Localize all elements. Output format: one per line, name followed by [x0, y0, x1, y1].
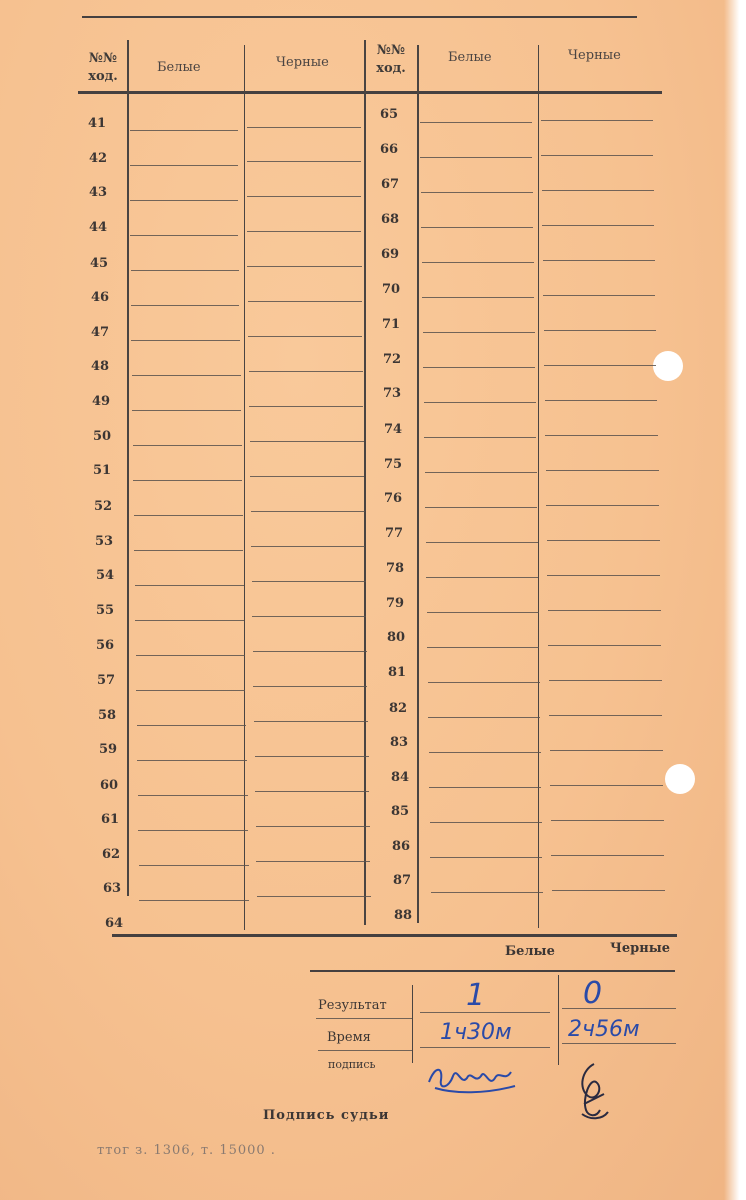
- move-number: 84: [391, 770, 410, 785]
- black-player-signature-icon: [574, 1058, 614, 1124]
- row-line: [543, 295, 655, 296]
- row-line: [548, 610, 661, 611]
- row-line: [135, 620, 244, 621]
- right-num-header: [366, 42, 416, 78]
- row-line: [257, 896, 371, 897]
- row-line: [428, 682, 540, 683]
- move-number: 70: [382, 282, 401, 297]
- row-line: [552, 890, 665, 891]
- row-line: [420, 122, 532, 123]
- row-line: [430, 822, 542, 823]
- row-line: [254, 721, 368, 722]
- col-divider-right-num: [417, 45, 419, 923]
- white-player-signature-icon: [425, 1058, 520, 1100]
- row-line: [256, 861, 370, 862]
- row-line: [545, 435, 658, 436]
- black-result-value: 0: [583, 976, 603, 1011]
- row-line: [250, 441, 364, 442]
- row-line: [425, 507, 537, 508]
- move-number: 51: [93, 463, 112, 478]
- row-line: [551, 855, 664, 856]
- row-line: [130, 200, 238, 201]
- move-number: 46: [91, 290, 110, 305]
- row-line: [253, 686, 367, 687]
- right-white-header: Белые: [448, 50, 492, 65]
- row-line: [252, 616, 366, 617]
- row-line: [249, 371, 363, 372]
- row-line: [542, 225, 654, 226]
- row-line: [424, 402, 536, 403]
- move-number: 81: [388, 665, 407, 680]
- row-line: [316, 1018, 412, 1019]
- move-number: 45: [90, 256, 109, 271]
- row-line: [251, 546, 365, 547]
- move-number: 48: [91, 359, 110, 374]
- move-number: 63: [103, 881, 122, 896]
- move-number: 58: [98, 708, 117, 723]
- move-number: 69: [381, 247, 400, 262]
- row-line: [542, 190, 654, 191]
- row-line: [138, 795, 248, 796]
- row-line: [562, 1043, 676, 1044]
- row-line: [429, 752, 541, 753]
- row-line: [423, 332, 535, 333]
- row-line: [318, 1050, 412, 1051]
- num-header-line1: №№: [376, 43, 406, 58]
- table-header-rule: [78, 91, 662, 94]
- move-number: 59: [99, 742, 118, 757]
- row-line: [249, 406, 363, 407]
- row-line: [548, 645, 661, 646]
- row-line: [421, 192, 533, 193]
- move-number: 57: [97, 673, 116, 688]
- row-line: [547, 575, 660, 576]
- row-line: [422, 262, 534, 263]
- row-line: [544, 365, 656, 366]
- row-line: [545, 400, 657, 401]
- row-line: [247, 266, 362, 267]
- row-line: [248, 336, 362, 337]
- move-number: 49: [92, 394, 111, 409]
- referee-signature-label: Подпись судьи: [263, 1108, 390, 1123]
- summary-black-header: Черные: [610, 941, 671, 956]
- move-number: 77: [385, 526, 404, 541]
- move-number: 53: [95, 534, 114, 549]
- table-top-rule: [82, 16, 637, 18]
- row-line: [541, 120, 653, 121]
- left-black-header: Черные: [276, 55, 329, 70]
- move-number: 74: [384, 422, 403, 437]
- move-number: 76: [384, 491, 403, 506]
- summary-top-rule: [310, 970, 675, 972]
- row-line: [131, 305, 239, 306]
- move-number: 87: [393, 873, 412, 888]
- move-number: 43: [89, 185, 108, 200]
- summary-divider-label: [412, 985, 413, 1063]
- move-number: 68: [381, 212, 400, 227]
- move-number: 62: [102, 847, 121, 862]
- row-line: [136, 655, 245, 656]
- num-header-line2: ход.: [376, 61, 406, 76]
- row-line: [429, 787, 541, 788]
- row-line: [543, 260, 655, 261]
- table-bottom-rule: [112, 934, 677, 937]
- move-number: 78: [386, 561, 405, 576]
- row-line: [247, 161, 361, 162]
- move-number: 44: [89, 220, 108, 235]
- row-line: [549, 680, 662, 681]
- row-line: [251, 511, 365, 512]
- row-line: [544, 330, 656, 331]
- row-line: [421, 227, 533, 228]
- row-line: [427, 647, 539, 648]
- summary-white-header: Белые: [505, 944, 555, 959]
- row-line: [247, 127, 361, 128]
- row-line: [255, 756, 369, 757]
- move-number: 41: [88, 116, 107, 131]
- row-line: [130, 165, 238, 166]
- row-line: [547, 540, 660, 541]
- row-line: [541, 155, 653, 156]
- row-line: [427, 612, 539, 613]
- row-line: [428, 717, 540, 718]
- move-number: 88: [394, 908, 413, 923]
- row-line: [133, 480, 242, 481]
- row-line: [139, 900, 249, 901]
- row-line: [420, 1047, 550, 1048]
- row-line: [136, 690, 245, 691]
- row-line: [420, 157, 532, 158]
- move-number: 47: [91, 325, 110, 340]
- row-line: [250, 476, 364, 477]
- col-divider-left-num: [127, 40, 129, 896]
- row-line: [430, 857, 542, 858]
- row-line: [134, 550, 243, 551]
- move-number: 55: [96, 603, 115, 618]
- row-line: [133, 445, 242, 446]
- move-number: 65: [380, 107, 399, 122]
- result-label: Результат: [318, 998, 387, 1013]
- row-line: [550, 750, 663, 751]
- white-time-value: 1ч30м: [440, 1020, 512, 1045]
- summary-divider-mid: [558, 975, 559, 1065]
- move-number: 75: [384, 457, 403, 472]
- row-line: [256, 826, 370, 827]
- move-number: 66: [380, 142, 399, 157]
- move-number: 83: [390, 735, 409, 750]
- row-line: [255, 791, 369, 792]
- row-line: [132, 375, 241, 376]
- col-divider-center: [364, 40, 366, 925]
- row-line: [426, 542, 538, 543]
- num-header-line2: ход.: [88, 69, 118, 84]
- move-number: 52: [94, 499, 113, 514]
- row-line: [137, 725, 246, 726]
- col-divider-right-mid: [538, 45, 539, 928]
- row-line: [426, 577, 538, 578]
- black-time-value: 2ч56м: [568, 1017, 640, 1042]
- move-number: 67: [381, 177, 400, 192]
- row-line: [551, 820, 664, 821]
- row-line: [252, 581, 366, 582]
- row-line: [422, 297, 534, 298]
- row-line: [546, 505, 659, 506]
- row-line: [134, 515, 243, 516]
- move-number: 80: [387, 630, 406, 645]
- num-header-line1: №№: [88, 51, 118, 66]
- move-number: 64: [105, 916, 124, 931]
- row-line: [247, 196, 361, 197]
- row-line: [130, 130, 238, 131]
- row-line: [424, 437, 536, 438]
- row-line: [253, 651, 367, 652]
- move-number: 86: [392, 839, 411, 854]
- row-line: [130, 235, 238, 236]
- right-black-header: Черные: [568, 48, 621, 63]
- move-number: 82: [389, 701, 408, 716]
- row-line: [137, 760, 247, 761]
- punch-hole-bottom: [665, 764, 695, 794]
- paper-edge: [724, 0, 746, 1200]
- row-line: [139, 865, 249, 866]
- move-number: 71: [382, 317, 401, 332]
- row-line: [135, 585, 244, 586]
- row-line: [425, 472, 537, 473]
- move-number: 54: [96, 568, 115, 583]
- row-line: [423, 367, 535, 368]
- move-number: 72: [383, 352, 402, 367]
- row-line: [550, 785, 663, 786]
- white-result-value: 1: [466, 978, 486, 1013]
- signature-label: подпись: [328, 1058, 376, 1071]
- left-num-header: [80, 50, 126, 86]
- row-line: [138, 830, 248, 831]
- col-divider-left-mid: [244, 45, 245, 930]
- row-line: [248, 301, 362, 302]
- row-line: [131, 270, 239, 271]
- move-number: 79: [386, 596, 405, 611]
- move-number: 61: [101, 812, 120, 827]
- row-line: [549, 715, 662, 716]
- punch-hole-top: [653, 351, 683, 381]
- time-label: Время: [327, 1030, 371, 1045]
- move-number: 42: [89, 151, 108, 166]
- row-line: [132, 410, 241, 411]
- print-info-footer: ттог з. 1306, т. 15000 .: [97, 1143, 276, 1158]
- row-line: [562, 1008, 676, 1009]
- move-number: 56: [96, 638, 115, 653]
- left-white-header: Белые: [157, 60, 201, 75]
- row-line: [247, 231, 361, 232]
- row-line: [131, 340, 240, 341]
- row-line: [431, 892, 543, 893]
- move-number: 85: [391, 804, 410, 819]
- move-number: 50: [93, 429, 112, 444]
- row-line: [546, 470, 659, 471]
- move-number: 60: [100, 778, 119, 793]
- move-number: 73: [383, 386, 402, 401]
